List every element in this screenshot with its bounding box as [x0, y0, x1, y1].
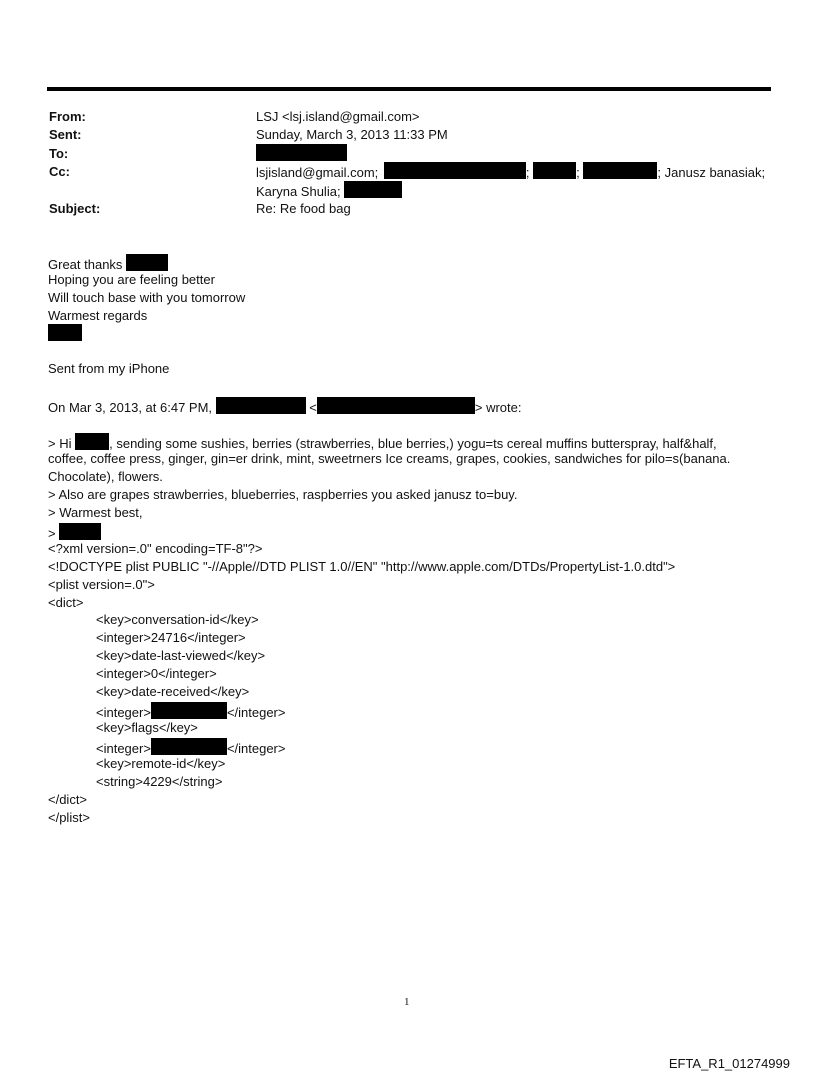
redaction-box	[216, 397, 306, 414]
subject-label: Subject:	[49, 201, 101, 216]
redaction-box	[151, 702, 227, 719]
body-line	[48, 254, 168, 272]
subject-value: Re: Re food bag	[256, 201, 351, 216]
plist-line: <string>4229</string>	[96, 774, 223, 789]
plist-line: <integer>24716</integer>	[96, 630, 246, 645]
cc-sep2: ;	[576, 165, 580, 180]
plist-line: <key>date-last-viewed</key>	[96, 648, 266, 663]
sent-value: Sunday, March 3, 2013 11:33 PM	[256, 127, 448, 142]
to-label: To:	[49, 146, 69, 161]
plist-line	[96, 738, 285, 756]
cc-sep1: ;	[525, 165, 530, 180]
body-text: > Hi	[48, 436, 72, 451]
cc-label: Cc:	[49, 164, 70, 179]
redaction-box	[256, 144, 347, 161]
body-text: , sending some sushies, berries (strawberries, blue berries,) yogu=ts cereal muffins butterspray, half&half,	[109, 436, 717, 451]
cc-part1: lsjisland@gmail.com;	[256, 165, 379, 180]
from-value: LSJ <lsj.island@gmail.com>	[256, 109, 420, 124]
body-line: Will touch base with you tomorrow	[48, 290, 246, 305]
body-line: Hoping you are feeling better	[48, 272, 215, 287]
body-text: </integer>	[226, 705, 286, 720]
quoted-line: > Also are grapes strawberries, blueberries, raspberries you asked janusz to=buy.	[48, 487, 518, 502]
to-value	[256, 144, 347, 162]
body-line: Warmest regards	[48, 308, 148, 323]
plist-line: </plist>	[48, 810, 90, 825]
body-text: >	[48, 526, 56, 541]
body-text: </integer>	[226, 741, 286, 756]
cc-value-line2	[256, 181, 402, 199]
body-text: <integer>	[96, 741, 151, 756]
redaction-box	[75, 433, 109, 450]
redaction-box	[151, 738, 227, 755]
body-text: Great thanks	[48, 257, 123, 272]
redaction-box	[126, 254, 168, 271]
cc-value-line1	[256, 162, 765, 180]
plist-line: <key>date-received</key>	[96, 684, 250, 699]
header-rule	[47, 87, 771, 91]
plist-line: <key>conversation-id</key>	[96, 612, 259, 627]
body-text: <integer>	[96, 705, 151, 720]
plist-line: <key>flags</key>	[96, 720, 198, 735]
plist-line: <key>remote-id</key>	[96, 756, 226, 771]
quoted-line: Chocolate), flowers.	[48, 469, 163, 484]
plist-line: <integer>0</integer>	[96, 666, 217, 681]
redaction-box	[317, 397, 475, 414]
signature-redaction	[48, 324, 82, 342]
cc-part2: ; Janusz banasiak;	[657, 165, 766, 180]
quoted-line	[48, 523, 101, 541]
redaction-box	[583, 162, 657, 179]
on-wrote-line	[48, 397, 521, 415]
redaction-box	[344, 181, 402, 198]
redaction-box	[59, 523, 101, 540]
from-label: From:	[49, 109, 86, 124]
body-text: <	[309, 400, 317, 415]
body-text: > wrote:	[474, 400, 522, 415]
plist-line: <?xml version=.0" encoding=TF-8"?>	[48, 541, 263, 556]
plist-line: <plist version=.0">	[48, 577, 155, 592]
sent-label: Sent:	[49, 127, 82, 142]
quoted-line: coffee, coffee press, ginger, gin=er drink, mint, sweetrners Ice creams, grapes, cookies, sandwiches for pilo=s(banana.	[48, 451, 731, 466]
sent-from-line: Sent from my iPhone	[48, 361, 170, 376]
quoted-line	[48, 433, 717, 451]
redaction-box	[48, 324, 82, 341]
redaction-box	[533, 162, 576, 179]
cc-line2: Karyna Shulia;	[256, 184, 341, 199]
plist-line	[96, 702, 285, 720]
page-number: 1	[404, 996, 410, 1008]
quoted-line: > Warmest best,	[48, 505, 143, 520]
body-text: On Mar 3, 2013, at 6:47 PM,	[48, 400, 213, 415]
plist-line: <!DOCTYPE plist PUBLIC "-//Apple//DTD PLIST 1.0//EN" "http://www.apple.com/DTDs/PropertyList-1.0.dtd">	[48, 559, 676, 574]
plist-line: <dict>	[48, 595, 84, 610]
plist-line: </dict>	[48, 792, 88, 807]
bates-number: EFTA_R1_01274999	[668, 1056, 790, 1071]
redaction-box	[384, 162, 526, 179]
